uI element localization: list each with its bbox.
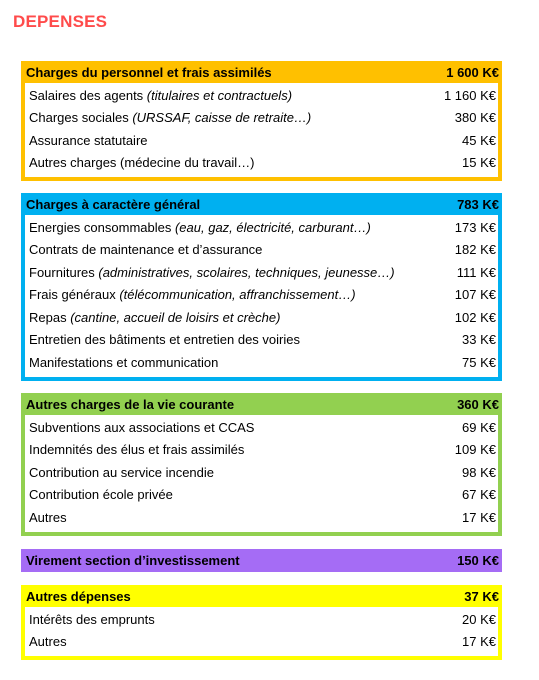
section-label: Autres charges de la vie courante (26, 396, 235, 412)
item-label: Contribution école privée (29, 487, 173, 503)
item-amount: 111 K€ (456, 264, 496, 280)
list-item (25, 152, 498, 175)
item-label: Frais généraux (29, 287, 120, 303)
list-item (25, 484, 498, 507)
item-label: Manifestations et communication (29, 354, 219, 370)
item-label: Repas (29, 309, 71, 325)
item-label: Indemnités des élus et frais assimilés (29, 442, 245, 458)
item-label: Entretien des bâtiments et entretien des voiries (29, 332, 300, 348)
item-label: Contribution au service incendie (29, 464, 214, 480)
item-detail: (titulaires et contractuels) (146, 87, 293, 103)
item-label: Contrats de maintenance et d’assurance (29, 242, 263, 258)
list-item (25, 216, 498, 239)
list-item (25, 239, 498, 262)
item-amount: 75 K€ (462, 354, 496, 370)
item-label: Intérêts des emprunts (29, 611, 155, 627)
item-detail: (cantine, accueil de loisirs et crèche) (70, 309, 281, 325)
section-charges-personnel (21, 61, 502, 181)
item-label: Salaires des agents (29, 87, 147, 103)
list-item (25, 439, 498, 462)
section-vie-courante (21, 393, 502, 536)
section-amount: 1 600 K€ (446, 64, 499, 80)
item-amount: 33 K€ (462, 332, 496, 348)
item-amount: 173 K€ (454, 219, 496, 235)
item-detail: (télécommunication, affranchissement…) (119, 287, 356, 303)
item-amount: 102 K€ (454, 309, 496, 325)
item-label: Energies consommables (29, 219, 175, 235)
section-header (21, 393, 502, 415)
section-autres-depenses (21, 585, 502, 660)
item-amount: 17 K€ (462, 634, 496, 650)
list-item (25, 261, 498, 284)
list-item (25, 329, 498, 352)
list-item (25, 608, 498, 631)
section-virement-investissement (21, 549, 502, 572)
section-header (21, 193, 502, 215)
item-amount: 45 K€ (462, 132, 496, 148)
list-item (25, 461, 498, 484)
item-amount: 67 K€ (462, 487, 496, 503)
section-amount: 360 K€ (457, 396, 499, 412)
item-detail: (eau, gaz, électricité, carburant…) (174, 219, 371, 235)
item-amount: 1 160 K€ (443, 87, 496, 103)
item-detail: (administratives, scolaires, techniques, jeunesse…) (98, 264, 395, 280)
list-item (25, 631, 498, 654)
item-amount: 17 K€ (462, 509, 496, 525)
item-detail: (URSSAF, caisse de retraite…) (132, 110, 312, 126)
list-item (25, 351, 498, 374)
item-amount: 15 K€ (462, 155, 496, 171)
item-label: Fournitures (29, 264, 99, 280)
list-item (25, 506, 498, 529)
item-label: Charges sociales (29, 110, 133, 126)
item-label: Autres charges (médecine du travail…) (29, 155, 255, 171)
section-label: Virement section d’investissement (26, 553, 240, 568)
page-title: DEPENSES (13, 12, 108, 31)
section-amount: 37 K€ (464, 588, 499, 604)
section-label: Charges à caractère général (26, 196, 201, 212)
item-amount: 380 K€ (454, 110, 496, 126)
item-label: Autres (29, 509, 67, 525)
section-header (21, 585, 502, 607)
item-amount: 182 K€ (454, 242, 496, 258)
list-item (25, 107, 498, 130)
section-header (21, 61, 502, 83)
item-label: Subventions aux associations et CCAS (29, 419, 255, 435)
list-item (25, 416, 498, 439)
item-label: Assurance statutaire (29, 132, 148, 148)
section-label: Charges du personnel et frais assimilés (26, 64, 272, 80)
section-amount: 783 K€ (457, 196, 499, 212)
list-item (25, 129, 498, 152)
item-amount: 69 K€ (462, 419, 496, 435)
section-amount: 150 K€ (457, 553, 499, 568)
item-amount: 98 K€ (462, 464, 496, 480)
item-label: Autres (29, 634, 67, 650)
item-amount: 109 K€ (454, 442, 496, 458)
list-item (25, 306, 498, 329)
list-item (25, 84, 498, 107)
item-amount: 107 K€ (454, 287, 496, 303)
section-charges-generales (21, 193, 502, 381)
item-amount: 20 K€ (462, 611, 496, 627)
section-label: Autres dépenses (26, 588, 131, 604)
list-item (25, 284, 498, 307)
section-header (21, 549, 502, 572)
